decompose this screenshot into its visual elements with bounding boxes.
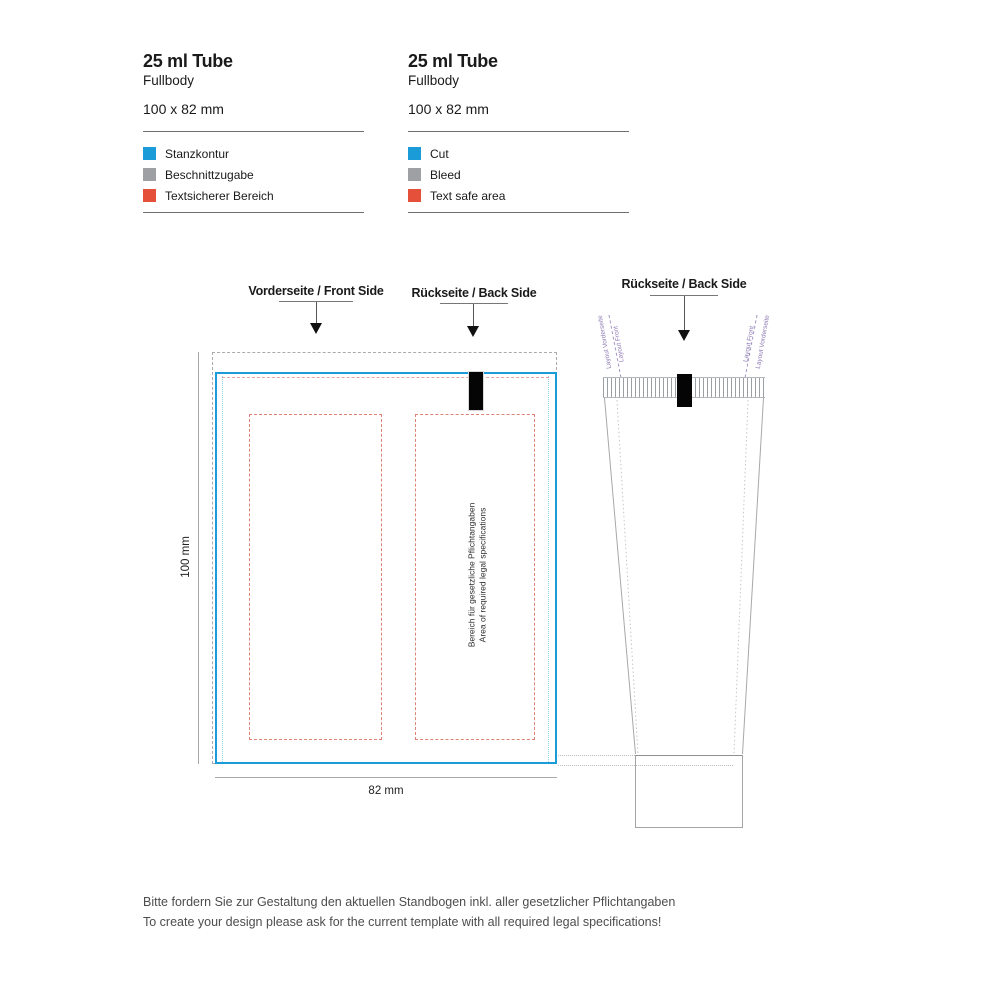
textsafe-color-swatch xyxy=(408,189,421,202)
legend-label: Textsicherer Bereich xyxy=(165,188,274,203)
spec-block-german xyxy=(143,51,364,221)
cut-to-cap-reference-line xyxy=(558,765,733,766)
product-subtitle: Fullbody xyxy=(408,73,460,88)
legend-label: Cut xyxy=(430,146,449,161)
tube-seam-dotted-right xyxy=(734,400,748,754)
bleed-color-swatch xyxy=(143,168,156,181)
product-dimensions: 100 x 82 mm xyxy=(143,101,224,117)
cut-color-swatch xyxy=(408,147,421,160)
back-side-leader-line xyxy=(473,304,474,326)
legal-area-note xyxy=(467,503,488,648)
legend-label: Bleed xyxy=(430,167,461,182)
seam-label-right-en: Layout Front xyxy=(742,325,756,363)
front-side-label: Vorderseite / Front Side xyxy=(248,284,384,298)
back-side-label: Rückseite / Back Side xyxy=(411,286,537,300)
product-title: 25 ml Tube xyxy=(143,51,233,71)
height-dimension-label: 100 mm xyxy=(180,536,192,578)
product-title: 25 ml Tube xyxy=(408,51,498,71)
footer-note-en: To create your design please ask for the current template with all required legal specifications! xyxy=(143,915,662,929)
width-dimension-line xyxy=(215,777,557,778)
fold-line-left xyxy=(222,376,223,762)
seam-label-left-en: Layout Front xyxy=(612,325,626,363)
textsafe-color-swatch xyxy=(143,189,156,202)
legal-area-note-de: Bereich für gesetzliche Pflichtangaben xyxy=(466,502,477,648)
fold-line-right xyxy=(548,376,549,762)
cut-color-swatch xyxy=(143,147,156,160)
tube-back-side-label: Rückseite / Back Side xyxy=(621,277,747,291)
back-side-arrow-icon xyxy=(467,326,479,337)
seam-label-left-de: Layout Vorderseite xyxy=(596,314,614,370)
tube-back-side-leader-line xyxy=(684,296,685,330)
seam-label-right-de: Layout Vorderseite xyxy=(754,314,772,370)
tube-body-left-edge xyxy=(605,398,636,754)
legend-label: Text safe area xyxy=(430,188,506,203)
legend-item-bleed xyxy=(408,168,461,181)
divider xyxy=(408,212,629,213)
tube-back-side-arrow-icon xyxy=(678,330,690,341)
legend-item-cut xyxy=(408,147,449,160)
legend-item-bleed xyxy=(143,168,254,181)
front-side-arrow-icon xyxy=(310,323,322,334)
divider xyxy=(143,212,364,213)
width-dimension-label: 82 mm xyxy=(368,785,404,797)
product-subtitle: Fullbody xyxy=(143,73,195,88)
divider xyxy=(408,131,629,132)
height-dimension-line xyxy=(198,352,199,764)
text-safe-top-line xyxy=(222,377,549,378)
product-dimensions: 100 x 82 mm xyxy=(408,101,489,117)
divider xyxy=(143,131,364,132)
spec-block-english xyxy=(408,51,629,221)
legal-area-note-en: Area of required legal specifications xyxy=(477,507,487,643)
text-safe-area-front xyxy=(249,414,382,740)
legend-item-textsafe xyxy=(143,189,274,202)
back-side-leader-line xyxy=(440,303,508,304)
footer-note-de: Bitte fordern Sie zur Gestaltung den aktuellen Standbogen inkl. aller gesetzlicher Pflichtangaben xyxy=(143,895,676,909)
cut-to-cap-reference-line xyxy=(558,755,635,756)
tube-seal-orientation-mark xyxy=(677,374,692,407)
legend-item-textsafe xyxy=(408,189,505,202)
tube-seam-dotted-left xyxy=(617,400,638,754)
legend-label: Beschnittzugabe xyxy=(165,167,254,182)
tube-body-right-edge xyxy=(743,398,764,754)
bleed-color-swatch xyxy=(408,168,421,181)
footer-note xyxy=(143,892,675,932)
legend-label: Stanzkontur xyxy=(165,146,230,161)
front-side-leader-line xyxy=(316,302,317,323)
seal-orientation-mark xyxy=(468,371,484,411)
legend-item-cut xyxy=(143,147,229,160)
